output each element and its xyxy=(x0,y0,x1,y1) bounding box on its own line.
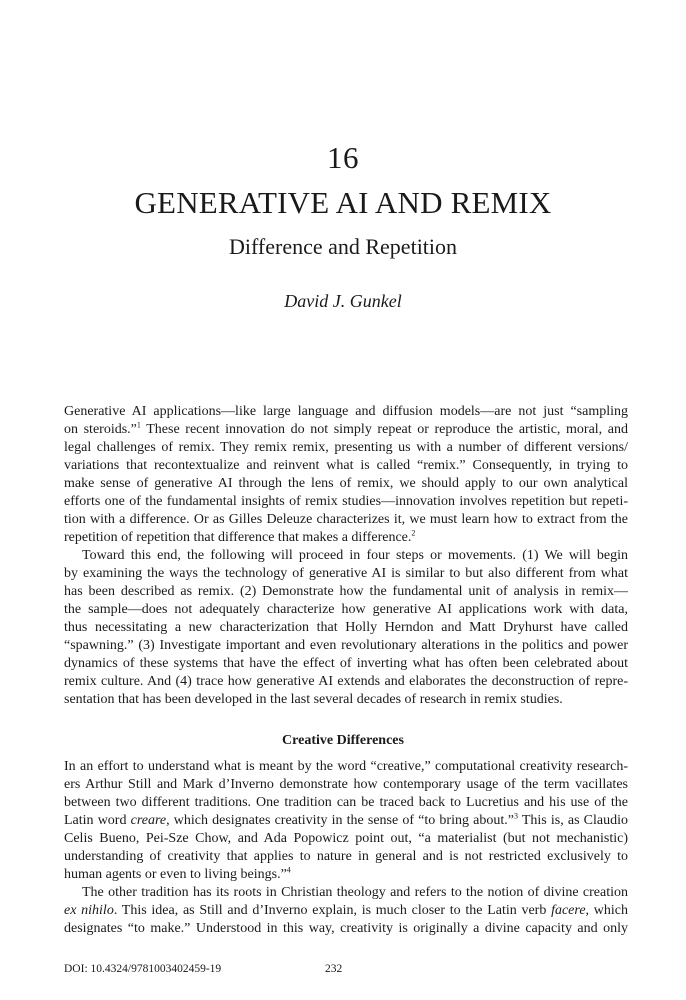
text-line: make sense of generative AI through the lens of remix, we should apply to our own analytical xyxy=(64,476,628,491)
text-line: The other tradition has its roots in Christian theology and refers to the notion of divine creation xyxy=(82,885,628,900)
text-line: remix culture. And (4) trace how generative AI extends and elaborates the deconstruction of repre- xyxy=(64,674,628,689)
section-heading: Creative Differences xyxy=(282,733,404,748)
text-line: dynamics of these systems that have the effect of inverting what has often been celebrated about xyxy=(64,656,628,671)
text-line: tion with a difference. Or as Gilles Deleuze characterizes it, we must learn how to extract from the xyxy=(64,512,628,527)
text-line: understanding of creativity that applies to nature in general and is not restricted exclusively to xyxy=(64,849,628,864)
text-line: thus necessitating a new characterization that Holly Herndon and Matt Dryhurst have called xyxy=(64,620,628,635)
paragraph-creativity xyxy=(64,758,628,884)
chapter-number: 16 xyxy=(327,140,359,175)
text-line: human agents or even to living beings.”$^4$ xyxy=(64,865,291,882)
italic-term: ex nihilo xyxy=(64,903,114,918)
text-line: between two different traditions. One tradition can be traced back to Lucretius and his use of the xyxy=(64,795,628,810)
footnote-ref[interactable]: 1 xyxy=(136,420,141,430)
text-line: ers Arthur Still and Mark d’Inverno demonstrate how contemporary usage of the term vacillates xyxy=(64,777,628,792)
author-name: David J. Gunkel xyxy=(284,291,402,311)
text-line: by examining the ways the technology of generative AI is similar to but also different from what xyxy=(64,566,628,581)
text-line: designates “to make.” Understood in this way, creativity is originally a divine capacity and only xyxy=(64,921,628,936)
text-line: Latin word creare, which designates creativity in the sense of “to bring about.”$^3$ This is, as Claudio xyxy=(64,811,628,828)
text-line: efforts one of the fundamental insights of remix studies—innovation involves repetition but repeti- xyxy=(64,494,628,509)
text-line: on steroids.”$^1$ These recent innovation do not simply repeat or reproduce the artistic, moral, and xyxy=(64,420,629,437)
text-line: ex nihilo. This idea, as Still and d’Inverno explain, is much closer to the Latin verb facere, which xyxy=(64,903,628,918)
text-line: legal challenges of remix. They remix remix, presenting us with a number of different versions/ xyxy=(64,440,628,455)
text-line: Generative AI applications—like large language and diffusion models—are not just “sampling xyxy=(64,404,628,419)
paragraph-intro xyxy=(64,403,628,547)
footnote-ref[interactable]: 4 xyxy=(286,865,291,875)
text-line: variations that recontextualize and reinvent what is called “remix.” Consequently, in trying to xyxy=(64,458,628,473)
paragraph-outline xyxy=(64,547,628,709)
text-line: has been described as remix. (2) Demonstrate how the fundamental unit of analysis in remix— xyxy=(64,584,628,599)
paragraph-tradition xyxy=(64,884,628,938)
text-line: Toward this end, the following will proceed in four steps or movements. (1) We will begin xyxy=(82,548,628,563)
chapter-title: GENERATIVE AI AND REMIX xyxy=(134,185,552,220)
italic-term: facere xyxy=(551,903,586,918)
page-number: 232 xyxy=(325,963,343,975)
text-line: In an effort to understand what is meant by the word “creative,” computational creativity research- xyxy=(64,759,628,774)
text-line: “spawning.” (3) Investigate important and even revolutionary alterations in the politics and power xyxy=(64,638,628,653)
text-line: repetition of repetition that difference that makes a difference.$^2$ xyxy=(64,528,416,545)
italic-term: creare xyxy=(130,813,167,828)
doi-footer: DOI: 10.4324/9781003402459-19 xyxy=(64,963,222,975)
footnote-ref[interactable]: 3 xyxy=(513,811,518,821)
chapter-subtitle: Difference and Repetition xyxy=(228,234,458,259)
text-line: Celis Bueno, Pei-Sze Chow, and Ada Popowicz point out, “a materialist (but not mechanistic) xyxy=(64,831,628,846)
text-line: the sample—does not adequately characterize how generative AI applications work with data, xyxy=(64,602,628,617)
text-line: sentation that has been developed in the last several decades of research in remix studies. xyxy=(64,692,563,707)
footnote-ref[interactable]: 2 xyxy=(411,528,416,538)
